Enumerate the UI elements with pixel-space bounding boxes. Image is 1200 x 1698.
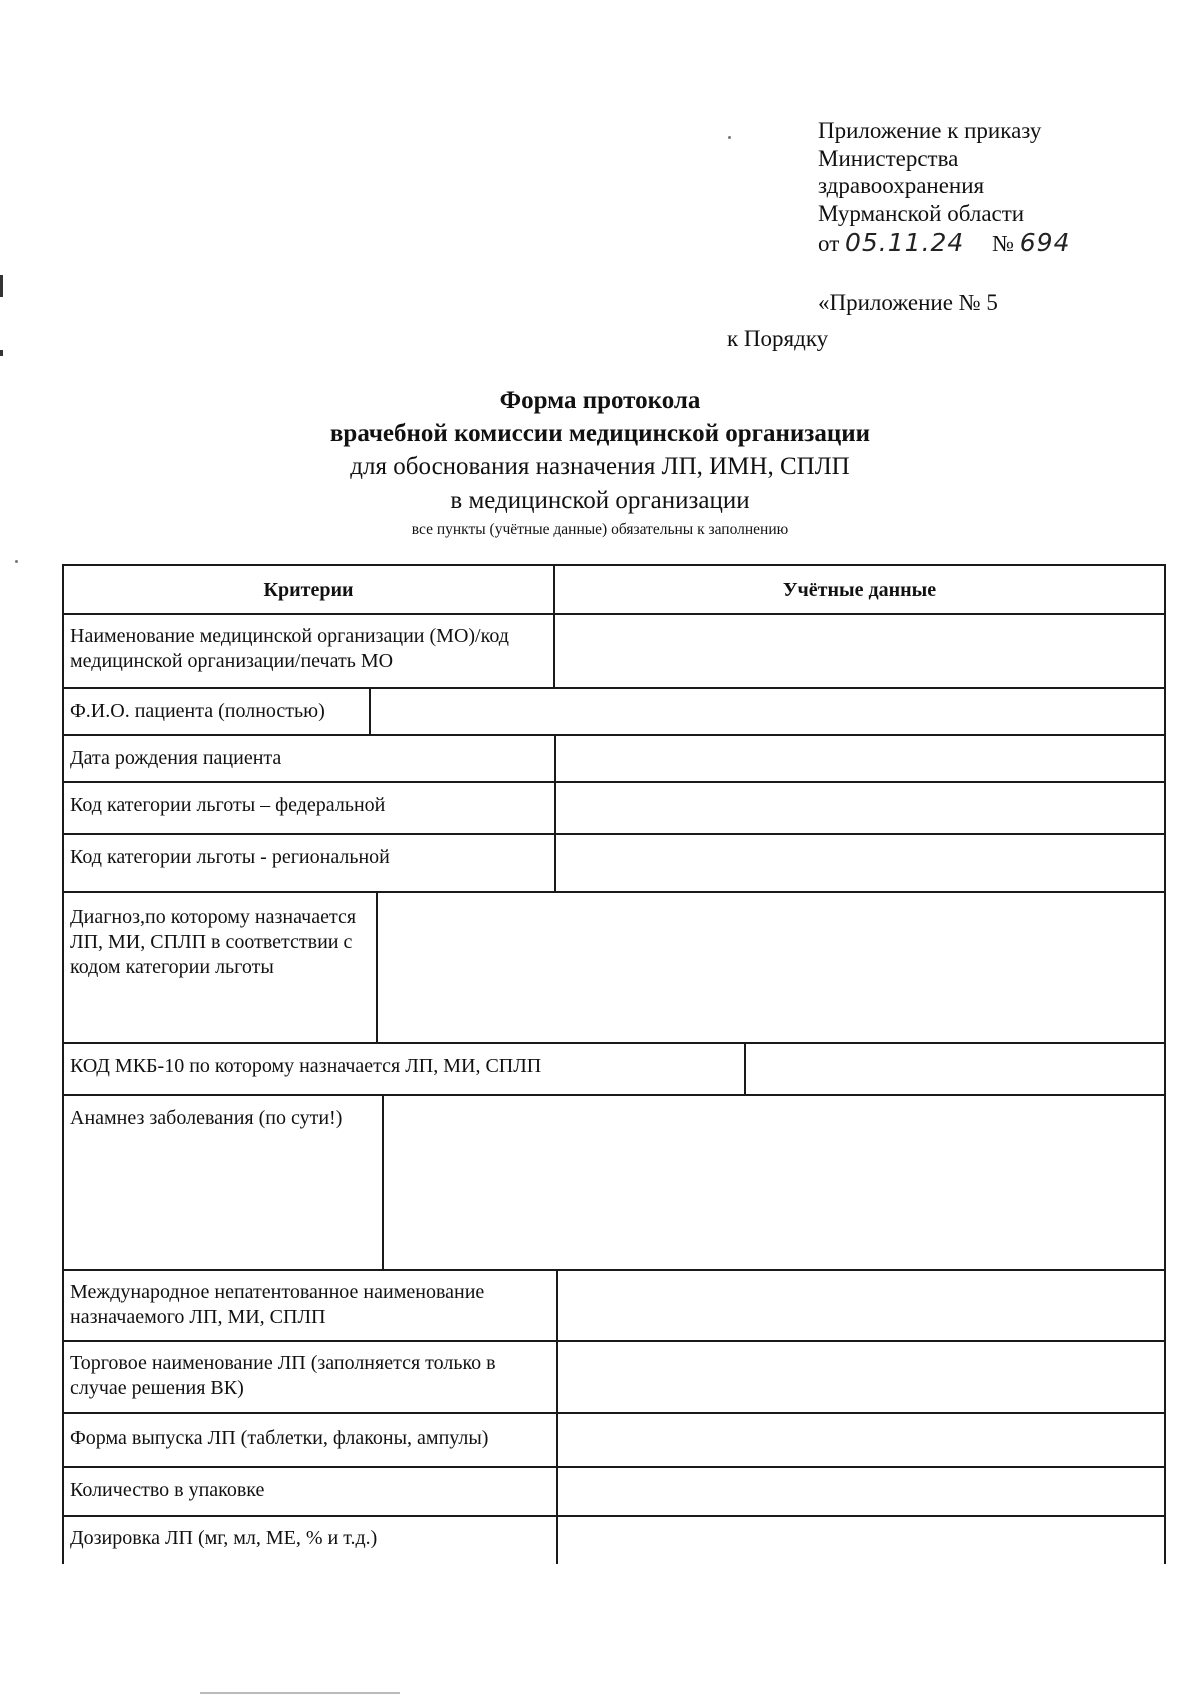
- form-title-line-3: для обоснования назначения ЛП, ИМН, СПЛП: [350, 453, 850, 480]
- row-line: [62, 613, 1166, 615]
- header-criteria: Критерии: [263, 579, 354, 601]
- table-border-right-lower: [1164, 1264, 1166, 1564]
- table-border-left: [62, 564, 64, 1564]
- row-line: [62, 1515, 1166, 1517]
- appendix-line-1: Приложение к приказу: [818, 118, 1042, 143]
- row-line: [62, 891, 1166, 893]
- col-divider: [382, 1094, 384, 1270]
- col-divider: [376, 891, 378, 1043]
- row-line: [62, 687, 1166, 689]
- label-organization: Наименование медицинской организации (МО)/код медицинской организации/печать МО: [70, 625, 509, 672]
- label-birth-date: Дата рождения пациента: [70, 747, 282, 769]
- scan-artifact: [0, 275, 3, 297]
- order-date-number: [818, 229, 1071, 258]
- col-divider: [554, 734, 556, 892]
- label-patient-name: Ф.И.О. пациента (полностью): [70, 700, 325, 722]
- number-label: №: [992, 231, 1015, 256]
- form-title-line-1: Форма протокола: [499, 387, 701, 414]
- table-border-right: [1164, 564, 1166, 1264]
- row-line: [62, 781, 1166, 783]
- handwritten-number: 694: [1019, 228, 1071, 257]
- appendix-line-2: Министерства: [818, 145, 959, 171]
- handwritten-date: 05.11.24: [845, 228, 965, 257]
- criteria-table: [62, 564, 1166, 1564]
- label-inn: Международное непатентованное наименование назначаемого ЛП, МИ, СПЛП: [70, 1281, 485, 1328]
- row-line: [62, 1340, 1166, 1342]
- date-prefix: от: [818, 231, 840, 256]
- label-icd10-code: КОД МКБ-10 по которому назначается ЛП, МИ, СПЛП: [70, 1055, 542, 1077]
- scan-artifact: [200, 1692, 400, 1694]
- appendix-line-4: Мурманской области: [818, 200, 1025, 226]
- form-title-line-4: в медицинской организации: [450, 487, 750, 514]
- header-accounting-data: Учётные данные: [782, 579, 937, 601]
- appendix-line-3: здравоохранения: [818, 173, 985, 198]
- row-line: [62, 1269, 1166, 1271]
- annex-order-ref: к Порядку: [727, 326, 829, 351]
- label-release-form: Форма выпуска ЛП (таблетки, флаконы, ампулы): [70, 1427, 489, 1449]
- row-line: [62, 1042, 1166, 1044]
- row-line: [62, 833, 1166, 835]
- col-divider: [556, 1269, 558, 1564]
- scan-artifact: [15, 560, 18, 563]
- table-border-top: [62, 564, 1166, 566]
- label-trade-name: Торговое наименование ЛП (заполняется только в случае решения ВК): [70, 1352, 496, 1399]
- label-anamnesis: Анамнез заболевания (по сути!): [70, 1107, 343, 1129]
- label-federal-benefit-code: Код категории льготы – федеральной: [70, 794, 386, 816]
- form-note: все пункты (учётные данные) обязательны к заполнению: [411, 521, 789, 538]
- scan-artifact: [728, 136, 731, 139]
- row-line: [62, 734, 1166, 736]
- annex-number: «Приложение № 5: [818, 290, 998, 315]
- form-title-line-2: врачебной комиссии медицинской организации: [329, 420, 871, 447]
- col-divider: [744, 1042, 746, 1095]
- label-dosage: Дозировка ЛП (мг, мл, МЕ, % и т.д.): [70, 1527, 378, 1549]
- appendix-block: [818, 117, 1071, 258]
- row-line: [62, 1466, 1166, 1468]
- label-pack-quantity: Количество в упаковке: [70, 1479, 265, 1501]
- row-line: [62, 1094, 1166, 1096]
- label-diagnosis: Диагноз,по которому назначается ЛП, МИ, СПЛП в соответствии с кодом категории льготы: [70, 906, 357, 978]
- scan-artifact: [0, 350, 3, 356]
- row-line: [62, 1412, 1166, 1414]
- label-regional-benefit-code: Код категории льготы - региональной: [70, 846, 390, 868]
